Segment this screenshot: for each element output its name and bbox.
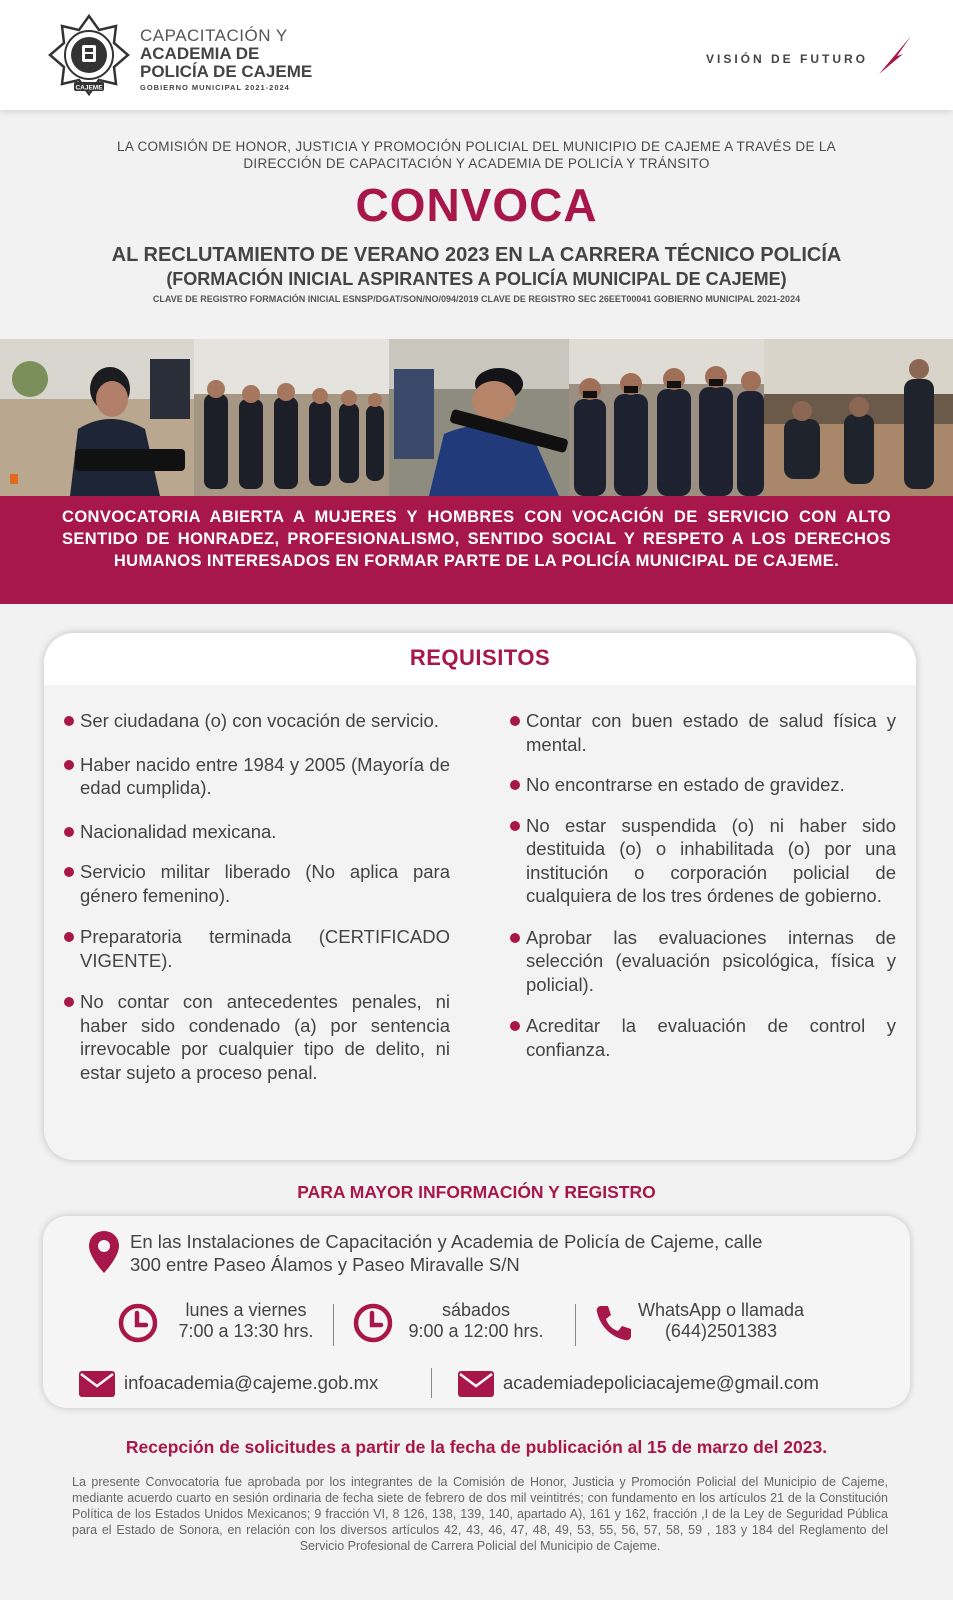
- saturday-label: sábados: [441, 1300, 511, 1320]
- photo-field-training: [764, 339, 953, 496]
- intro-line1: LA COMISIÓN DE HONOR, JUSTICIA Y PROMOCIÓN POLICIAL DEL MUNICIPIO DE CAJEME A TRAVÉS DE LA: [117, 139, 836, 154]
- divider: [431, 1368, 432, 1398]
- requirement-item: Nacionalidad mexicana.: [64, 820, 450, 844]
- requirements-right-column: [510, 709, 896, 1080]
- contact-card: [43, 1216, 910, 1408]
- divider: [575, 1304, 576, 1346]
- intro-line2: DIRECCIÓN DE CAPACITACIÓN Y ACADEMIA DE POLICÍA Y TRÁNSITO: [243, 156, 710, 171]
- bullet-icon: [510, 821, 520, 831]
- requirement-item: Aprobar las evaluaciones internas de selección (evaluación psicológica, física y policial).: [510, 926, 896, 997]
- requirement-item: No encontrarse en estado de gravidez.: [510, 773, 896, 797]
- registration-codes: CLAVE DE REGISTRO FORMACIÓN INICIAL ESNSP/DGAT/SON/NO/094/2019 CLAVE DE REGISTRO SEC 26EET00041 GOBIERNO MUNICIPAL 2021-2024: [152, 294, 801, 304]
- slogan: VISIÓN DE FUTURO: [705, 52, 868, 66]
- requirement-item: No estar suspendida (o) ni haber sido destituida (o) o inhabilitada (o) por una institución o corporación policial de cualquiera de los tres órdenes de gobierno.: [510, 814, 896, 908]
- police-badge-icon: [48, 14, 130, 96]
- requirement-item: Acreditar la evaluación de control y confianza.: [510, 1014, 896, 1061]
- subtitle-recruitment: AL RECLUTAMIENTO DE VERANO 2023 EN LA CARRERA TÉCNICO POLICÍA: [111, 244, 842, 266]
- organization-name: [140, 26, 312, 92]
- requirement-item: Haber nacido entre 1984 y 2005 (Mayoría de edad cumplida).: [64, 753, 450, 800]
- org-line1: CAPACITACIÓN Y: [140, 26, 288, 45]
- email-primary[interactable]: infoacademia@cajeme.gob.mx: [124, 1372, 379, 1393]
- mail-icon: [78, 1370, 116, 1398]
- deadline-notice: Recepción de solicitudes a partir de la fecha de publicación al 15 de marzo del 2023.: [125, 1437, 828, 1457]
- photo-aiming-officer: [389, 339, 569, 496]
- org-line3: POLICÍA DE CAJEME: [140, 62, 313, 81]
- email-secondary[interactable]: academiadepoliciacajeme@gmail.com: [503, 1372, 819, 1393]
- requirement-item: Ser ciudadana (o) con vocación de servicio.: [64, 709, 450, 733]
- clock-icon: [352, 1302, 394, 1344]
- requirement-item: Preparatoria terminada (CERTIFICADO VIGENTE).: [64, 925, 450, 972]
- headline: CONVOCA: [355, 179, 598, 231]
- divider: [333, 1304, 334, 1346]
- mail-icon: [457, 1370, 495, 1398]
- bullet-icon: [64, 760, 74, 770]
- info-title: PARA MAYOR INFORMACIÓN Y REGISTRO: [297, 1182, 656, 1202]
- address: [130, 1230, 870, 1276]
- org-line2: ACADEMIA DE: [140, 44, 260, 63]
- address-line2: 300 entre Paseo Álamos y Paseo Miravalle S/N: [130, 1254, 520, 1275]
- photo-kneeling-officer: [0, 339, 194, 496]
- saturday-hours: 9:00 a 12:00 hrs.: [408, 1321, 544, 1341]
- requirements-title: REQUISITOS: [409, 645, 551, 670]
- phone-label: WhatsApp o llamada: [637, 1300, 805, 1320]
- legal-footnote: La presente Convocatoria fue aprobada por los integrantes de la Comisión de Honor, Justicia y Promoción Policial del Municipio de Cajeme, mediante acuerdo cuarto en sesión ordinaria de fecha siete de febrero de dos mil veintitrés; con fundamento en los artículos 21 de la Constitución Política de los Estados Unidos Mexicanos; 9 fracción VI, 8 126, 138, 139, 140, apartado A), 161 y 162, fracción ,I de la Ley de Seguridad Pública para el Estado de Sonora, en relación con los diversos artículos 42, 43, 46, 47, 48, 49, 53, 55, 56, 57, 58, 59 , 183 y 184 del Reglamento del Servicio Profesional de Carrera Policial del Municipio de Cajeme.: [72, 1475, 888, 1553]
- bullet-icon: [64, 997, 74, 1007]
- bullet-icon: [64, 932, 74, 942]
- photo-female-officers: [569, 339, 764, 496]
- weekday-hours: 7:00 a 13:30 hrs.: [178, 1321, 314, 1341]
- clock-icon: [117, 1302, 159, 1344]
- open-call-banner: CONVOCATORIA ABIERTA A MUJERES Y HOMBRES CON VOCACIÓN DE SERVICIO CON ALTO SENTIDO DE HONRADEZ, PROFESIONALISMO, SENTIDO SOCIAL Y RESPETO A LOS DERECHOS HUMANOS INTERESADOS EN FORMAR PARTE DE LA POLICÍA MUNICIPAL DE CAJEME.: [0, 496, 953, 604]
- weekday-label: lunes a viernes: [185, 1300, 307, 1320]
- badge-label: CAJEME: [75, 84, 103, 92]
- bullet-icon: [64, 716, 74, 726]
- location-pin-icon: [87, 1230, 121, 1274]
- org-line4: GOBIERNO MUNICIPAL 2021-2024: [140, 83, 290, 92]
- bullet-icon: [64, 867, 74, 877]
- intro-text: [50, 138, 903, 172]
- photo-formation: [194, 339, 389, 496]
- requirement-item: Contar con buen estado de salud física y mental.: [510, 709, 896, 756]
- requirement-item: No contar con antecedentes penales, ni haber sido condenado (a) por sentencia irrevocable por cualquier tipo de delito, ni estar sujeto a proceso penal.: [64, 990, 450, 1084]
- requirements-left-column: [64, 709, 450, 1103]
- address-line1: En las Instalaciones de Capacitación y Academia de Policía de Cajeme, calle: [130, 1231, 763, 1252]
- bullet-icon: [510, 716, 520, 726]
- bullet-icon: [510, 1021, 520, 1031]
- requirement-item: Servicio militar liberado (No aplica para género femenino).: [64, 860, 450, 907]
- phone-number[interactable]: (644)2501383: [664, 1321, 778, 1341]
- bullet-icon: [64, 827, 74, 837]
- bullet-icon: [510, 933, 520, 943]
- subtitle-formation: (FORMACIÓN INICIAL ASPIRANTES A POLICÍA MUNICIPAL DE CAJEME): [166, 269, 787, 289]
- requirements-card: [44, 633, 916, 1160]
- bullet-icon: [510, 780, 520, 790]
- arrow-swoosh-icon: [877, 34, 913, 76]
- page-header: [0, 0, 953, 110]
- photo-strip: [0, 339, 953, 496]
